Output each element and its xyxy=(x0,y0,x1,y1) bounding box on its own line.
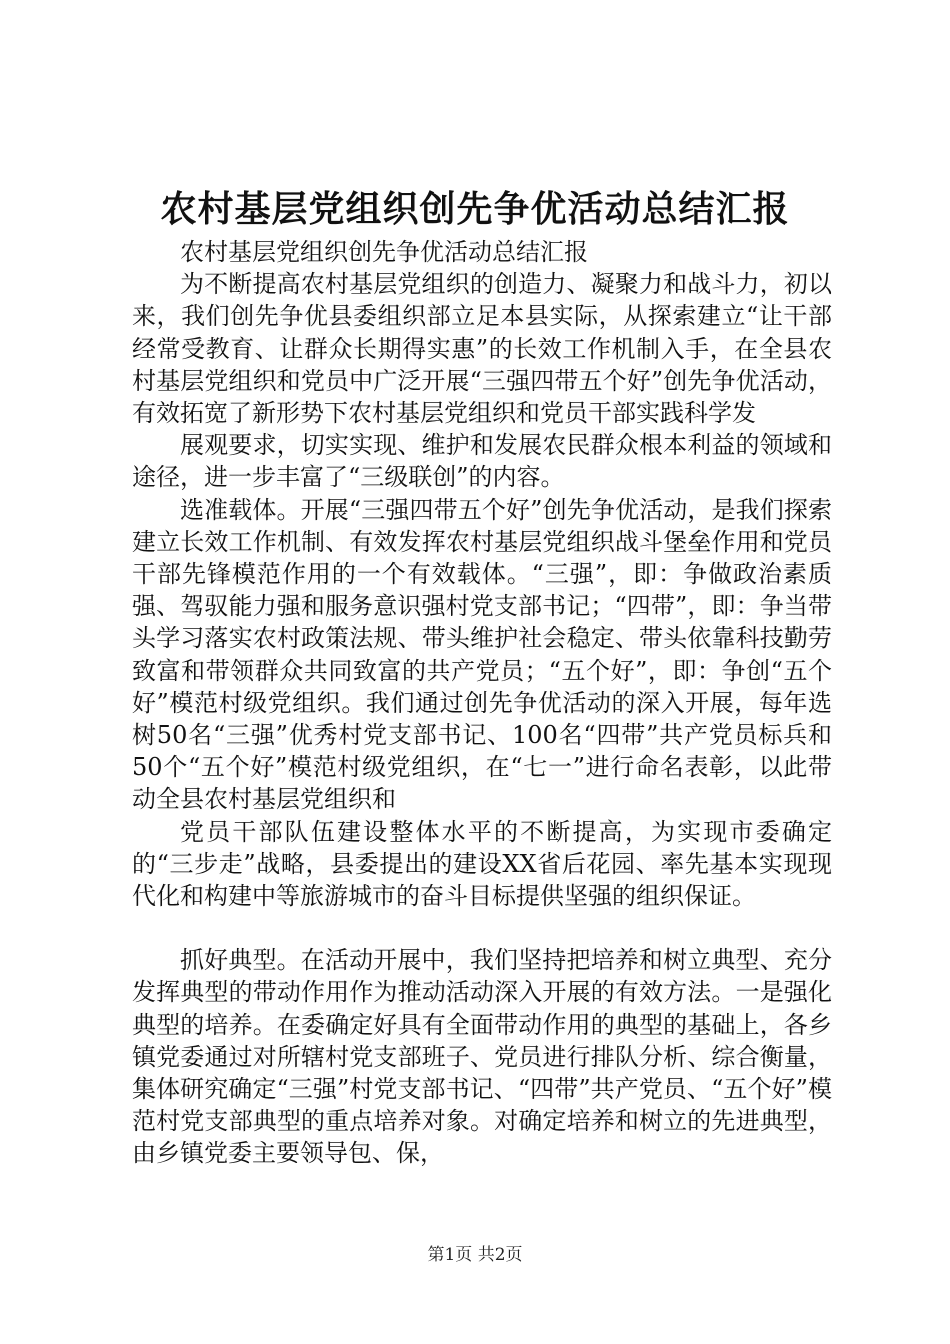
paragraph-subtitle: 农村基层党组织创先争优活动总结汇报 xyxy=(180,238,588,266)
paragraph-intro: 为不断提高农村基层党组织的创造力、凝聚力和战斗力，初以来，我们创先争优县委组织部立足本县实际，从探索建立“让干部经常受教育、让群众长期得实惠”的长效工作机制入手，在全县农村基层党组织和党员中广泛开展“三强四带五个好”创先争优活动，有效拓宽了新形势下农村基层党组织和党员干部实践科学发 xyxy=(132,270,832,428)
page-footer: 第1页 共2页 xyxy=(427,1245,523,1265)
paragraph-carrier: 选准载体。开展“三强四带五个好”创先争优活动，是我们探索建立长效工作机制、有效发挥农村基层党组织战斗堡垒作用和党员干部先锋模范作用的一个有效载体。“三强”，即：争做政治素质强、驾驭能力强和服务意识强村党支部书记；“四带”，即：争当带头学习落实农村政策法规、带头维护社会稳定、带头依靠科技勤劳致富和带领群众共同致富的共产党员；“五个好”，即：争创“五个好”模范村级党组织。我们通过创先争优活动的深入开展，每年选树50名“三强”优秀村党支部书记、100名“四带”共产党员标兵和50个“五个好”模范村级党组织，在“七一”进行命名表彰，以此带动全县农村基层党组织和 xyxy=(132,495,832,814)
paragraph-carrier-continued: 党员干部队伍建设整体水平的不断提高，为实现市委确定的“三步走”战略，县委提出的建设XX省后花园、率先基本实现现代化和构建中等旅游城市的奋斗目标提供坚强的组织保证。 xyxy=(132,817,832,911)
document-title: 农村基层党组织创先争优活动总结汇报 xyxy=(160,188,790,230)
paragraph-typical: 抓好典型。在活动开展中，我们坚持把培养和树立典型、充分发挥典型的带动作用作为推动活动深入开展的有效方法。一是强化典型的培养。在委确定好具有全面带动作用的典型的基础上，各乡镇党委通过对所辖村党支部班子、党员进行排队分析、综合衡量，集体研究确定“三强”村党支部书记、“四带”共产党员、“五个好”模范村党支部典型的重点培养对象。对确定培养和树立的先进典型，由乡镇党委主要领导包、保， xyxy=(132,946,832,1168)
document-body xyxy=(132,236,832,1170)
paragraph-intro-continued: 展观要求，切实实现、维护和发展农民群众根本利益的领域和途径，进一步丰富了“三级联创”的内容。 xyxy=(132,431,832,492)
